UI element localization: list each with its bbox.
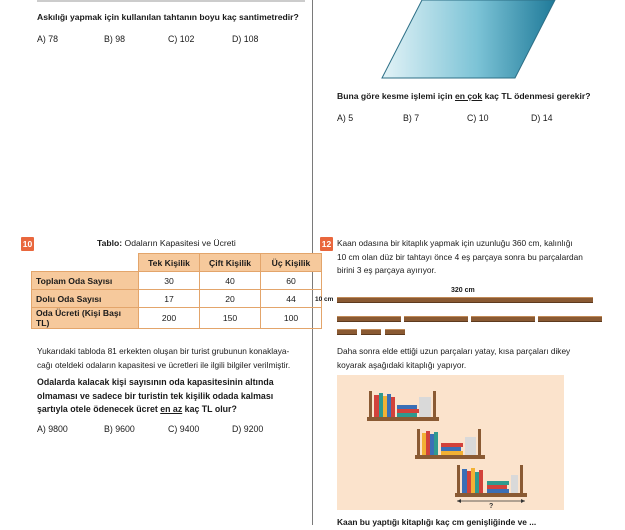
after-line: koyarak aşağıdaki kitaplığı yapıyor. [337, 359, 467, 370]
question-top-left-options [37, 34, 296, 44]
table-cell: 20 [200, 290, 261, 308]
table-cell: 44 [261, 290, 322, 308]
option-a[interactable]: A) 5 [337, 113, 354, 123]
intro-line: birini 3 eş parçaya ayırıyor. [337, 265, 437, 275]
after-line: Daha sonra elde ettiği uzun parçaları yatay, kısa parçaları dikey [337, 346, 571, 356]
question-number-badge: 10 [22, 239, 33, 249]
table-cell: 150 [200, 308, 261, 329]
table-cell: 40 [200, 272, 261, 290]
option-d[interactable]: D) 14 [531, 113, 553, 123]
row-header-room-price: Oda Ücreti (Kişi Başı TL) [32, 308, 139, 329]
parallelogram-figure [380, 0, 570, 80]
table-header-row [32, 254, 322, 272]
option-b[interactable]: B) 9600 [104, 424, 135, 434]
question-10-options [37, 424, 296, 434]
prompt-line: olmaması ve sadece bir turistin tek kişilik odada kalması [37, 390, 274, 401]
previous-figure-edge [37, 0, 305, 2]
bookshelf-illustration [337, 375, 564, 510]
table-cell: 17 [139, 290, 200, 308]
parallelogram-shape [382, 0, 555, 78]
question-top-left-text: Askılığı yapmak için kullanılan tahtanın boyu kaç santimetredir? [37, 12, 299, 22]
table-cell: 200 [139, 308, 200, 329]
short-plank-piece [361, 329, 381, 335]
table-title-text: Odaların Kapasitesi ve Ücreti [122, 238, 236, 248]
full-plank [337, 297, 593, 303]
question-text-start: Buna göre kesme işlemi için [337, 91, 455, 101]
table-title [97, 237, 236, 251]
table-corner [32, 254, 139, 272]
option-c[interactable]: C) 10 [467, 113, 489, 123]
short-plank-piece [337, 329, 357, 335]
question-12-intro [337, 237, 617, 278]
prompt-text-start: şartıyla otele ödenecek ücret [37, 404, 161, 414]
table-row [32, 308, 322, 329]
hotel-room-table [31, 253, 322, 329]
option-d[interactable]: D) 9200 [232, 424, 264, 434]
paragraph-line: Yukarıdaki tabloda 81 erkekten oluşan bir turist grubunun konaklaya- [37, 346, 290, 356]
cut-plank-piece [337, 316, 401, 322]
intro-line: Kaan odasına bir kitaplık yapmak için uzunluğu 360 cm, kalınlığı [337, 238, 573, 248]
unknown-width-label: ? [489, 503, 494, 510]
column-header-single: Tek Kişilik [139, 254, 200, 272]
paragraph-line: cağı oteldeki odaların kapasitesi ve ücretleri ile ilgili bilgiler verilmiştir. [37, 359, 291, 370]
option-b[interactable]: B) 98 [104, 34, 126, 44]
question-top-right-options [337, 113, 595, 123]
bookshelf-middle [415, 429, 485, 459]
table-cell: 30 [139, 272, 200, 290]
short-plank-piece [385, 329, 405, 335]
cut-plank-piece [404, 316, 468, 322]
bookshelf-upper [367, 391, 439, 421]
table-row [32, 272, 322, 290]
plank-thickness-label: 10 cm [315, 296, 334, 303]
table-title-label: Tablo: [97, 238, 123, 248]
prompt-emphasis: en az [160, 404, 183, 414]
cut-plank-piece [538, 316, 602, 322]
prompt-text-end: kaç TL olur? [182, 404, 237, 414]
question-12-cutoff-text: Kaan bu yaptığı kitaplığı kaç cm genişliğinde ve ... [337, 517, 537, 527]
option-c[interactable]: C) 102 [168, 34, 195, 44]
prompt-line: Odalarda kalacak kişi sayısının oda kapasitesinin altında [37, 377, 274, 387]
option-a[interactable]: A) 78 [37, 34, 59, 44]
question-number-badge: 12 [321, 239, 332, 249]
bookshelf-lower [455, 465, 527, 497]
row-header-occupied-rooms: Dolu Oda Sayısı [32, 290, 139, 308]
question-10-prompt [37, 376, 312, 417]
column-header-double: Çift Kişilik [200, 254, 261, 272]
cut-plank-piece [471, 316, 535, 322]
bookshelf-drawing [337, 375, 564, 510]
row-header-total-rooms: Toplam Oda Sayısı [32, 272, 139, 290]
option-d[interactable]: D) 108 [232, 34, 259, 44]
table-cell: 100 [261, 308, 322, 329]
table-row [32, 290, 322, 308]
table-cell: 60 [261, 272, 322, 290]
question-top-right-text [337, 90, 617, 104]
intro-line: 10 cm olan düz bir tahtayı önce 4 eş parçaya sonra bu parçalardan [337, 251, 583, 262]
column-header-triple: Üç Kişilik [261, 254, 322, 272]
question-10-paragraph [37, 345, 312, 372]
prompt-line [37, 403, 312, 417]
option-c[interactable]: C) 9400 [168, 424, 200, 434]
option-b[interactable]: B) 7 [403, 113, 420, 123]
plank-length-label: 320 cm [451, 287, 475, 294]
question-text-end: kaç TL ödenmesi gerekir? [482, 91, 591, 101]
option-a[interactable]: A) 9800 [37, 424, 68, 434]
question-emphasis: en çok [454, 91, 483, 101]
question-12-after [337, 345, 617, 372]
